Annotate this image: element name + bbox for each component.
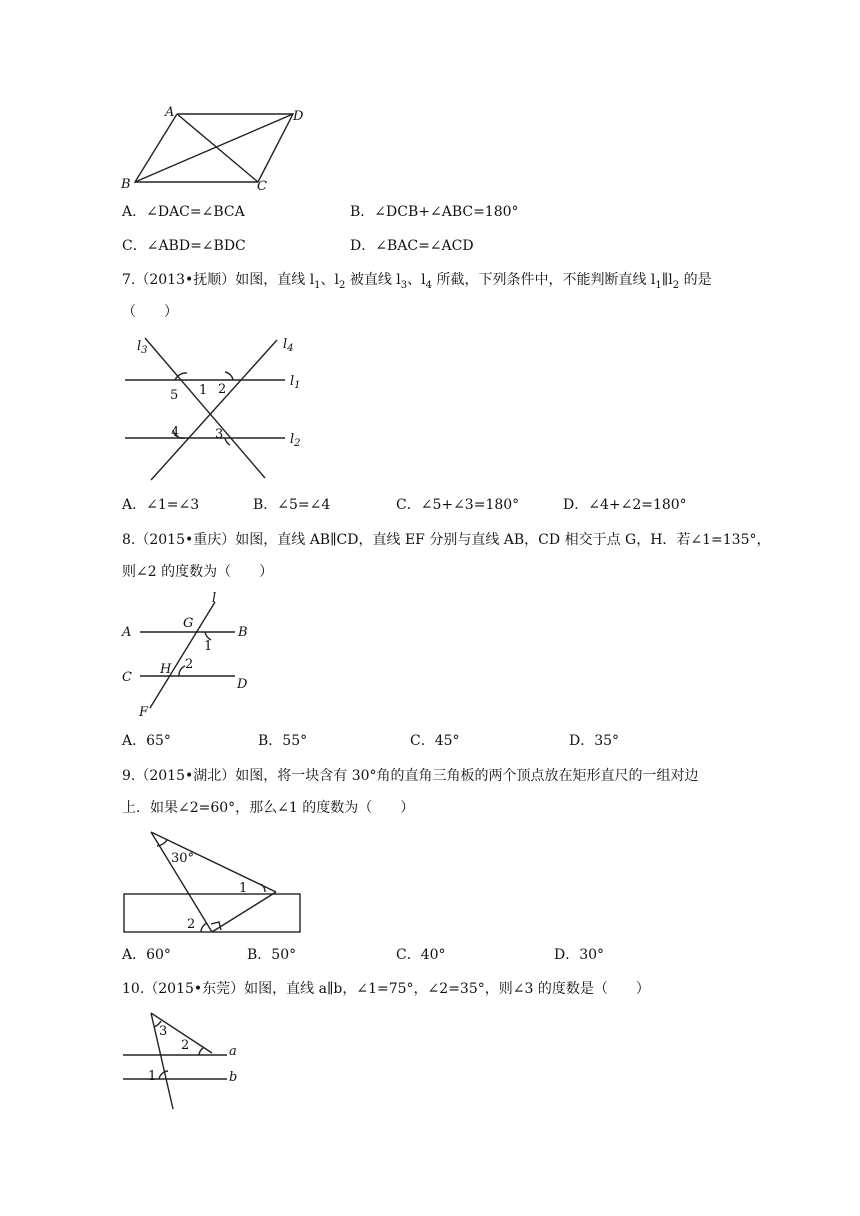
q8-label-h: H (160, 662, 172, 677)
q8-angle-2: 2 (185, 657, 194, 672)
q10-angle-2: 2 (181, 1038, 190, 1053)
q8-stem-line2: 则∠2 的度数为（ ） (122, 564, 274, 580)
q8-angle-1: 1 (204, 639, 213, 654)
q7-angle-3: 3 (215, 427, 224, 442)
q8-option-b: B．55° (258, 733, 308, 749)
q8-option-d: D．35° (569, 733, 620, 749)
q7-stem-line1: 7.（2013•抚顺）如图，直线 $l_1$、$l_2$ 被直线 $l_3$、$l_4$ 所截，下列条件中，不能判断直线 $l_1\parallel l_2$ 的是 (122, 272, 712, 291)
q7-label-l2: $l_2$ (290, 432, 301, 449)
q7-label-l4: $l_4$ (283, 337, 294, 354)
q8-label-f: F (139, 705, 149, 720)
q7-angle-4: 4 (171, 425, 180, 440)
q9-option-b: B．50° (247, 947, 297, 963)
q6-option-d: D．∠BAC=∠ACD (350, 238, 474, 254)
q9-option-c: C．40° (396, 947, 446, 963)
q8-option-a: A．65° (122, 733, 171, 749)
q7-angle-2: 2 (218, 382, 227, 397)
q6-label-d: D (293, 109, 304, 124)
q6-option-b: B．∠DCB+∠ABC=180° (350, 204, 519, 220)
q7-angle-1: 1 (199, 383, 208, 398)
q6-label-b: B (121, 177, 131, 192)
q7-label-l1: $l_1$ (290, 374, 301, 391)
q9-stem-line1: 9.（2015•湖北）如图，将一块含有 30°角的直角三角板的两个顶点放在矩形直尺的一组对边 (122, 768, 699, 784)
q10-lines-figure (115, 1005, 265, 1115)
q8-stem-line1: 8.（2015•重庆）如图，直线 AB∥CD，直线 EF 分别与直线 AB，CD 相交于点 G，H．若∠1=135°， (122, 532, 771, 548)
q8-option-c: C．45° (410, 733, 460, 749)
q6-option-a: A．∠DAC=∠BCA (122, 204, 245, 220)
q8-label-l: l (212, 591, 217, 606)
q6-label-c: C (257, 179, 267, 194)
q10-stem-line1: 10.（2015•东莞）如图，直线 a∥b，∠1=75°，∠2=35°，则∠3 的度数是（ ） (122, 981, 650, 997)
q9-option-a: A．60° (122, 947, 171, 963)
q10-label-a: a (229, 1044, 237, 1059)
q7-option-c: C．∠5+∠3=180° (396, 497, 520, 513)
q9-angle-2: 2 (187, 917, 196, 932)
q9-option-d: D．30° (554, 947, 605, 963)
q7-option-d: D．∠4+∠2=180° (563, 497, 687, 513)
q7-stem-line2: （ ） (122, 304, 178, 320)
q6-parallelogram-figure (115, 100, 315, 200)
q10-label-b: b (229, 1070, 238, 1085)
q8-label-d: D (237, 677, 248, 692)
q8-lines-figure (115, 590, 275, 720)
q9-angle-30: 30° (171, 851, 195, 866)
q9-angle-1: 1 (239, 881, 248, 896)
q9-stem-line2: 上．如果∠2=60°，那么∠1 的度数为（ ） (122, 800, 415, 816)
q6-option-c: C．∠ABD=∠BDC (122, 238, 246, 254)
q7-lines-figure (115, 330, 315, 485)
q7-angle-5: 5 (170, 388, 179, 403)
q10-angle-3: 3 (159, 1024, 168, 1039)
q8-label-a: A (122, 625, 132, 640)
q8-label-b: B (238, 625, 248, 640)
q7-option-b: B．∠5=∠4 (253, 497, 331, 513)
q7-option-a: A．∠1=∠3 (122, 497, 200, 513)
q6-label-a: A (165, 105, 175, 120)
q9-ruler-triangle-figure (115, 826, 315, 938)
q10-angle-1: 1 (148, 1069, 157, 1084)
q7-label-l3: $l_3$ (137, 339, 148, 356)
q8-label-g: G (183, 616, 194, 631)
q8-label-c: C (122, 670, 132, 685)
